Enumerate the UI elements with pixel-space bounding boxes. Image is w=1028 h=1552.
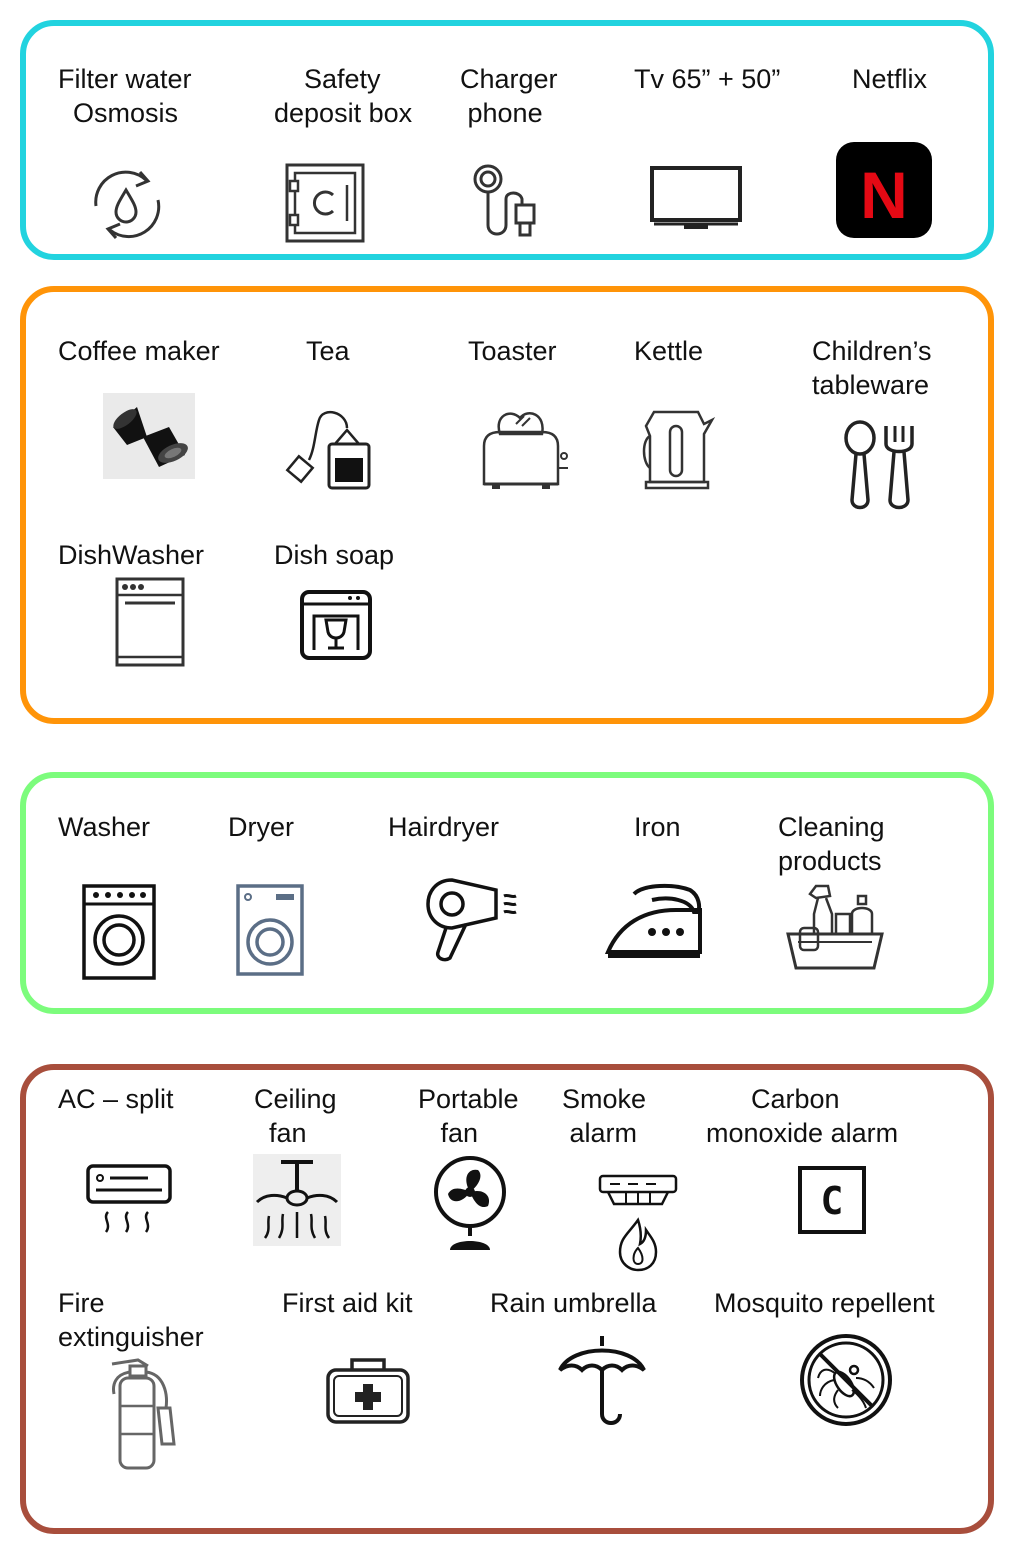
coffee-capsule-icon [103,393,195,479]
ceiling-fan-icon [253,1154,341,1246]
item-label: Dryer [228,812,294,842]
item-label: Fire extinguisher [58,1288,204,1352]
umbrella-icon [556,1334,648,1428]
children-tableware-icon [842,420,918,512]
item-label: Carbon monoxide alarm [706,1084,899,1148]
item-label: Tv 65” + 50” [634,64,781,94]
item-label: Portable fan [418,1084,519,1148]
item-label: Iron [634,812,681,842]
co-letter: C [820,1179,844,1223]
item-label: Children’s tableware [812,336,932,400]
item-label: Hairdryer [388,812,500,842]
smoke-alarm-icon [598,1174,678,1274]
item-label: Rain umbrella [490,1288,657,1318]
item-label: Washer [58,812,151,842]
item-label: Charger phone [460,64,558,128]
fire-extinguisher-icon [108,1358,180,1472]
item-label: Kettle [634,336,704,366]
toaster-icon [480,406,572,492]
item-label: Tea [306,336,350,366]
hairdryer-icon [426,878,522,962]
item-label: Netflix [852,64,928,94]
water-filter-icon [88,166,168,242]
item-label: Filter water Osmosis [58,64,192,128]
tv-icon [650,166,742,232]
iron-icon [604,884,704,960]
item-label: DishWasher [58,540,205,570]
washer-icon [82,884,156,980]
item-label: First aid kit [282,1288,413,1318]
carbon-monoxide-alarm-icon [798,1166,866,1234]
item-label: Toaster [468,336,557,366]
safe-icon [285,163,365,243]
air-conditioner-icon [86,1164,172,1240]
netflix-icon [836,142,932,238]
item-label: Dish soap [274,540,395,570]
dryer-icon [236,884,304,978]
dishwasher-icon [115,577,185,669]
item-label: Cleaning products [778,812,885,876]
netflix-letter: N [860,158,908,232]
cleaning-products-icon [786,884,884,974]
kettle-icon [642,406,714,492]
phone-charger-icon [472,163,544,239]
tea-bag-icon [285,408,373,492]
item-label: Safety deposit box [274,64,413,128]
item-label: Coffee maker [58,336,220,366]
item-label: Mosquito repellent [714,1288,935,1318]
item-label: AC – split [58,1084,174,1114]
dish-soap-icon [300,590,372,662]
portable-fan-icon [432,1156,508,1252]
item-label: Ceiling fan [254,1084,337,1148]
item-label: Smoke alarm [562,1084,647,1148]
mosquito-repellent-icon [798,1332,894,1428]
first-aid-kit-icon [326,1356,410,1426]
